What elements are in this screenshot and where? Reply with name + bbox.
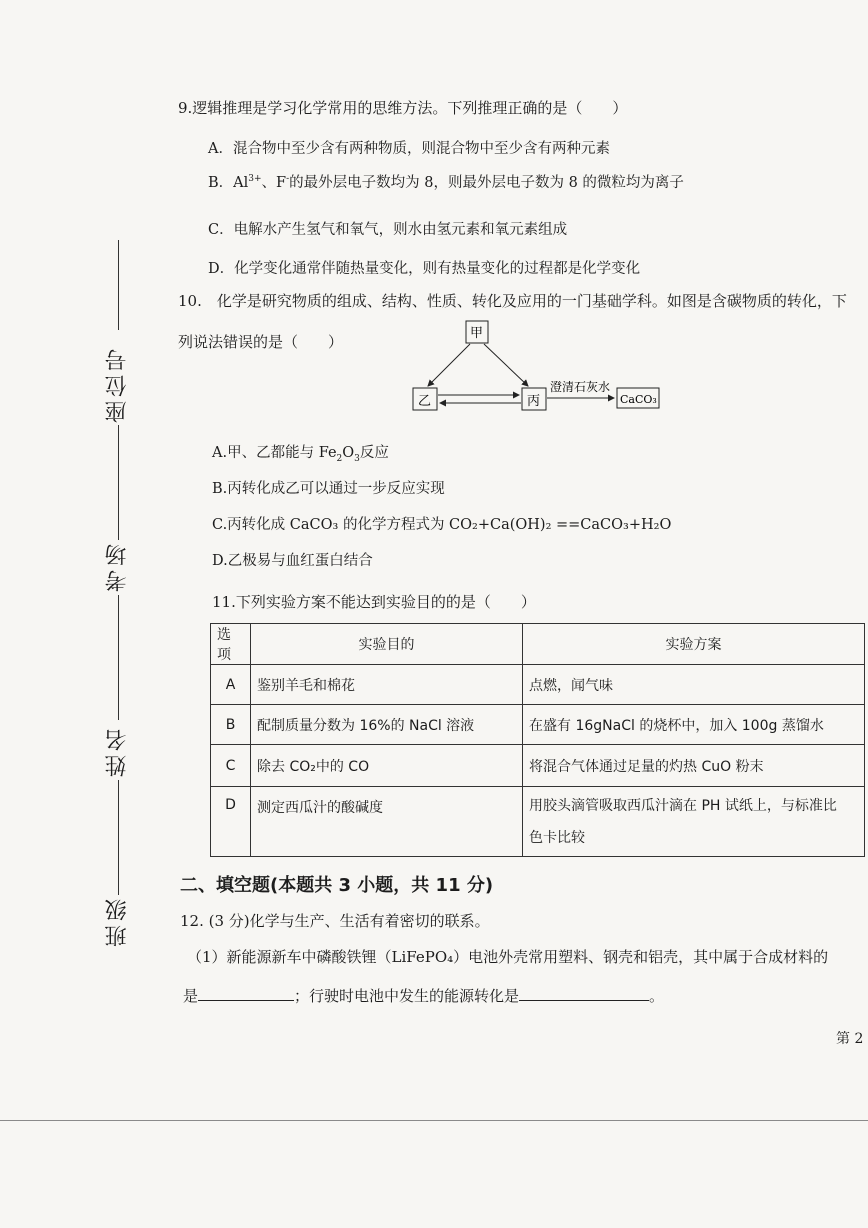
q9-b-sup1: 3+	[248, 174, 262, 185]
q10-a-rest: 反应	[359, 445, 389, 461]
q10-option-b: B.丙转化成乙可以通过一步反应实现	[212, 481, 445, 497]
seat-label: 座位号	[105, 345, 130, 423]
q10-stem-line1: 10. 化学是研究物质的组成、结构、性质、转化及应用的一门基础学科。如图是含碳物质的转化，下	[178, 292, 847, 310]
table-row	[211, 665, 865, 705]
row-a-goal: 鉴别羊毛和棉花	[251, 665, 523, 705]
row-c-opt: C	[211, 745, 251, 787]
q12-stem: 12. (3 分)化学与生产、生活有着密切的联系。	[180, 912, 490, 930]
section2-title: 二、填空题(本题共 3 小题，共 11 分)	[180, 875, 494, 896]
experiment-table	[210, 623, 865, 857]
q12-energy-text: ；行驶时电池中发生的能源转化是	[294, 987, 520, 1005]
table-row	[211, 787, 865, 857]
q9-b-sup2: -	[286, 174, 290, 185]
carbon-conversion-diagram	[400, 318, 670, 418]
scan-edge-line	[0, 1120, 868, 1121]
row-d-plan: 用胶头滴管吸取西瓜汁滴在 PH 试纸上，与标准比	[529, 797, 837, 814]
q10-a-sub2: 3	[354, 453, 360, 464]
binding-line-seat	[118, 425, 119, 540]
row-c-goal: 除去 CO₂中的 CO	[251, 745, 523, 787]
label-yi: 乙	[418, 394, 432, 409]
header-option: 选项	[211, 624, 251, 665]
exam-room-label: 考场	[105, 540, 130, 592]
q11-stem: 11.下列实验方案不能达到实验目的的是（ ）	[212, 593, 536, 611]
binding-line-room	[118, 595, 119, 720]
q9-option-a: A．混合物中至少含有两种物质，则混合物中至少含有两种元素	[208, 141, 610, 157]
binding-line-top	[118, 240, 119, 330]
q10-stem-line2: 列说法错误的是（ ）	[178, 333, 344, 351]
row-d-plan2: 色卡比较	[529, 829, 585, 846]
q9-b-rest: 的最外层电子数均为 8，则最外层电子数为 8 的微粒均为离子	[289, 175, 684, 191]
row-b-goal: 配制质量分数为 16%的 NaCl 溶液	[251, 705, 523, 745]
q10-a-sub1: 2	[336, 453, 343, 464]
label-bing: 丙	[527, 394, 541, 409]
label-reagent: 澄清石灰水	[550, 380, 611, 394]
q9-b-mid: 、F	[261, 175, 287, 191]
q9-stem: 9.逻辑推理是学习化学常用的思维方法。下列推理正确的是（ ）	[178, 99, 628, 117]
class-label: 班级	[105, 895, 130, 947]
header-plan: 实验方案	[523, 624, 865, 665]
header-goal: 实验目的	[251, 624, 523, 665]
q9-option-b	[208, 171, 684, 192]
q12-is-text: 是	[183, 987, 199, 1005]
answer-blank-1[interactable]	[198, 986, 294, 1001]
q10-a-mid: O	[342, 445, 355, 461]
label-caco3: CaCO₃	[620, 393, 657, 406]
q10-option-a	[212, 441, 389, 464]
arrow-jia-yi	[428, 344, 470, 386]
row-d-plan-cell	[523, 787, 865, 857]
q10-option-d: D.乙极易与血红蛋白结合	[212, 553, 373, 569]
table-row	[211, 745, 865, 787]
row-d-goal: 测定西瓜汁的酸碱度	[251, 787, 523, 857]
label-jia: 甲	[470, 326, 484, 341]
page-number: 第 2	[836, 1031, 864, 1047]
q10-a-prefix: A.甲、乙都能与 Fe	[212, 445, 337, 461]
arrow-jia-bing	[484, 344, 528, 386]
table-row	[211, 705, 865, 745]
row-d-opt: D	[211, 787, 251, 857]
row-a-plan: 点燃，闻气味	[523, 665, 865, 705]
binding-line-name	[118, 780, 119, 895]
row-b-opt: B	[211, 705, 251, 745]
row-a-opt: A	[211, 665, 251, 705]
q12-part1-line2	[183, 985, 664, 1006]
row-b-plan: 在盛有 16gNaCl 的烧杯中，加入 100g 蒸馏水	[523, 705, 865, 745]
q10-option-c: C.丙转化成 CaCO₃ 的化学方程式为 CO₂+Ca(OH)₂ ==CaCO₃+H₂O	[212, 517, 672, 533]
row-c-plan: 将混合气体通过足量的灼热 CuO 粉末	[523, 745, 865, 787]
q12-part1-line1: （1）新能源新车中磷酸铁锂（LiFePO₄）电池外壳常用塑料、钢壳和铝壳，其中属于合成材料的	[187, 948, 829, 966]
answer-blank-2[interactable]	[519, 986, 649, 1001]
q9-option-c: C．电解水产生氢气和氧气，则水由氢元素和氧元素组成	[208, 222, 568, 238]
q9-option-d: D．化学变化通常伴随热量变化，则有热量变化的过程都是化学变化	[208, 261, 641, 277]
q9-b-prefix: B．Al	[208, 175, 249, 191]
q12-period: 。	[649, 987, 665, 1005]
name-label: 姓名	[105, 725, 130, 777]
